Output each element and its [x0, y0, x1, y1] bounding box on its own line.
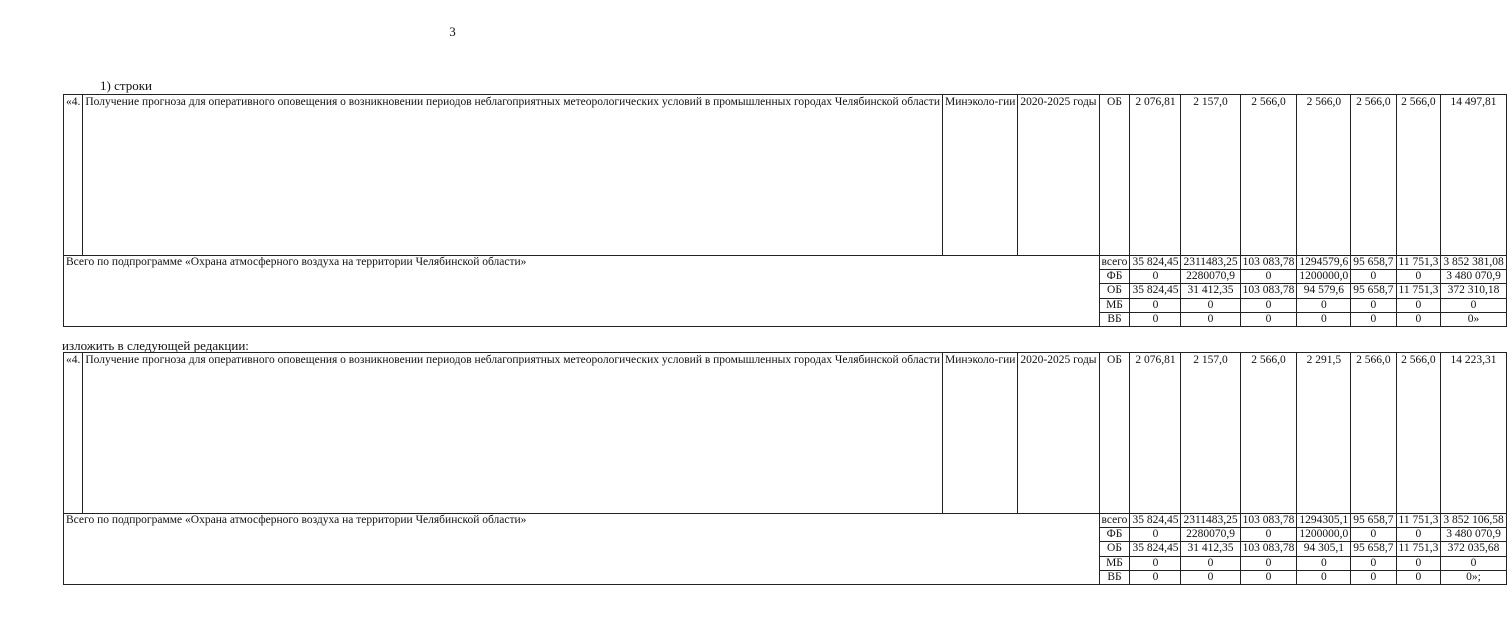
measure-name: Получение прогноза для оперативного оповещения о возникновении периодов неблагоприятных метеорологических условий в промышленных городах Челябинской области	[83, 353, 943, 514]
amount-cell: 2 076,81	[1130, 353, 1181, 514]
amount-cell: 103 083,78	[1240, 256, 1297, 270]
amount-cell: 1200000,0	[1297, 270, 1351, 284]
funding-source: ОБ	[1099, 542, 1130, 556]
amount-cell: 0	[1240, 570, 1297, 584]
amount-cell: 0	[1396, 312, 1441, 326]
funding-source: всего	[1099, 256, 1130, 270]
funding-source: МБ	[1099, 556, 1130, 570]
amount-cell: 94 305,1	[1297, 542, 1351, 556]
funding-source: всего	[1099, 514, 1130, 528]
amount-cell: 0	[1351, 270, 1396, 284]
amount-cell: 0	[1181, 298, 1240, 312]
amount-cell: 0	[1297, 312, 1351, 326]
amount-cell: 2 076,81	[1130, 95, 1181, 256]
amount-cell: 0	[1181, 570, 1240, 584]
amount-cell: 0	[1351, 312, 1396, 326]
amount-cell: 31 412,35	[1181, 542, 1240, 556]
funding-source: ФБ	[1099, 270, 1130, 284]
measure-name: Получение прогноза для оперативного оповещения о возникновении периодов неблагоприятных метеорологических условий в промышленных городах Челябинской области	[83, 95, 943, 256]
executor: Минэколо-гии	[942, 95, 1017, 256]
amount-cell: 0	[1240, 312, 1297, 326]
amount-cell: 3 852 381,08	[1441, 256, 1506, 270]
amount-cell: 14 497,81	[1441, 95, 1506, 256]
amount-cell: 0	[1396, 556, 1441, 570]
amount-cell: 2 566,0	[1351, 353, 1396, 514]
subprogram-total-label: Всего по подпрограмме «Охрана атмосферного воздуха на территории Челябинской области»	[64, 256, 1100, 327]
amount-cell: 35 824,45	[1130, 514, 1181, 528]
amount-cell: 0	[1441, 556, 1506, 570]
amount-cell: 0	[1130, 528, 1181, 542]
amount-cell: 35 824,45	[1130, 256, 1181, 270]
table-row	[64, 95, 1507, 256]
amount-cell: 3 852 106,58	[1441, 514, 1506, 528]
amount-cell: 103 083,78	[1240, 542, 1297, 556]
amount-cell: 3 480 070,9	[1441, 270, 1506, 284]
amount-cell: 0	[1297, 570, 1351, 584]
funding-source: ВБ	[1099, 570, 1130, 584]
amount-cell: 372 035,68	[1441, 542, 1506, 556]
amount-cell: 0	[1297, 298, 1351, 312]
amount-cell: 103 083,78	[1240, 514, 1297, 528]
amount-cell: 11 751,3	[1396, 514, 1441, 528]
program-table-old	[63, 94, 1507, 327]
row-number: «4.	[64, 95, 83, 256]
amount-cell: 0	[1181, 556, 1240, 570]
amount-cell: 2 566,0	[1396, 95, 1441, 256]
amount-cell: 31 412,35	[1181, 284, 1240, 298]
amount-cell: 0	[1240, 556, 1297, 570]
period-years: 2020-2025 годы	[1018, 353, 1099, 514]
amount-cell: 1294305,1	[1297, 514, 1351, 528]
amount-cell: 2280070,9	[1181, 528, 1240, 542]
funding-source: ОБ	[1099, 284, 1130, 298]
amount-cell: 0	[1351, 570, 1396, 584]
amount-cell: 0	[1441, 298, 1506, 312]
amount-cell: 0	[1130, 270, 1181, 284]
amount-cell: 0	[1181, 312, 1240, 326]
amount-cell: 95 658,7	[1351, 542, 1396, 556]
period-years: 2020-2025 годы	[1018, 95, 1099, 256]
amount-cell: 0	[1240, 270, 1297, 284]
amount-cell: 0	[1240, 528, 1297, 542]
table-row	[64, 256, 1507, 270]
amount-cell: 1200000,0	[1297, 528, 1351, 542]
section-heading-rows: 1) строки	[100, 78, 152, 93]
table-row	[64, 353, 1507, 514]
amount-cell: 0	[1130, 312, 1181, 326]
amount-cell: 0	[1396, 570, 1441, 584]
amount-cell: 0	[1351, 298, 1396, 312]
subprogram-total-label: Всего по подпрограмме «Охрана атмосферного воздуха на территории Челябинской области»	[64, 514, 1100, 585]
amount-cell: 95 658,7	[1351, 256, 1396, 270]
amount-cell: 2311483,25	[1181, 256, 1240, 270]
amount-cell: 2 157,0	[1181, 95, 1240, 256]
amount-cell: 0	[1240, 298, 1297, 312]
section-heading-new-edition: изложить в следующей редакции:	[62, 338, 249, 353]
amount-cell: 2 566,0	[1396, 353, 1441, 514]
amount-cell: 0	[1297, 556, 1351, 570]
amount-cell: 94 579,6	[1297, 284, 1351, 298]
table-row	[64, 514, 1507, 528]
amount-cell: 2 157,0	[1181, 353, 1240, 514]
page-number: 3	[449, 24, 456, 39]
amount-cell: 11 751,3	[1396, 256, 1441, 270]
amount-cell: 35 824,45	[1130, 284, 1181, 298]
amount-cell: 0	[1396, 270, 1441, 284]
amount-cell: 0	[1351, 556, 1396, 570]
amount-cell: 2 566,0	[1240, 353, 1297, 514]
amount-cell: 0»;	[1441, 570, 1506, 584]
amount-cell: 0	[1130, 570, 1181, 584]
amount-cell: 0	[1130, 556, 1181, 570]
amount-cell: 14 223,31	[1441, 353, 1506, 514]
program-table-new	[63, 352, 1507, 585]
amount-cell: 0	[1351, 528, 1396, 542]
amount-cell: 1294579,6	[1297, 256, 1351, 270]
amount-cell: 11 751,3	[1396, 542, 1441, 556]
amount-cell: 95 658,7	[1351, 514, 1396, 528]
amount-cell: 95 658,7	[1351, 284, 1396, 298]
funding-source: ОБ	[1099, 353, 1130, 514]
amount-cell: 0	[1396, 298, 1441, 312]
executor: Минэколо-гии	[942, 353, 1017, 514]
amount-cell: 2 566,0	[1297, 95, 1351, 256]
amount-cell: 35 824,45	[1130, 542, 1181, 556]
funding-source: ОБ	[1099, 95, 1130, 256]
amount-cell: 2 291,5	[1297, 353, 1351, 514]
amount-cell: 2 566,0	[1240, 95, 1297, 256]
amount-cell: 2311483,25	[1181, 514, 1240, 528]
amount-cell: 2280070,9	[1181, 270, 1240, 284]
amount-cell: 0	[1130, 298, 1181, 312]
funding-source: ВБ	[1099, 312, 1130, 326]
funding-source: МБ	[1099, 298, 1130, 312]
amount-cell: 11 751,3	[1396, 284, 1441, 298]
row-number: «4.	[64, 353, 83, 514]
amount-cell: 3 480 070,9	[1441, 528, 1506, 542]
amount-cell: 2 566,0	[1351, 95, 1396, 256]
amount-cell: 0	[1396, 528, 1441, 542]
amount-cell: 103 083,78	[1240, 284, 1297, 298]
amount-cell: 372 310,18	[1441, 284, 1506, 298]
amount-cell: 0»	[1441, 312, 1506, 326]
funding-source: ФБ	[1099, 528, 1130, 542]
